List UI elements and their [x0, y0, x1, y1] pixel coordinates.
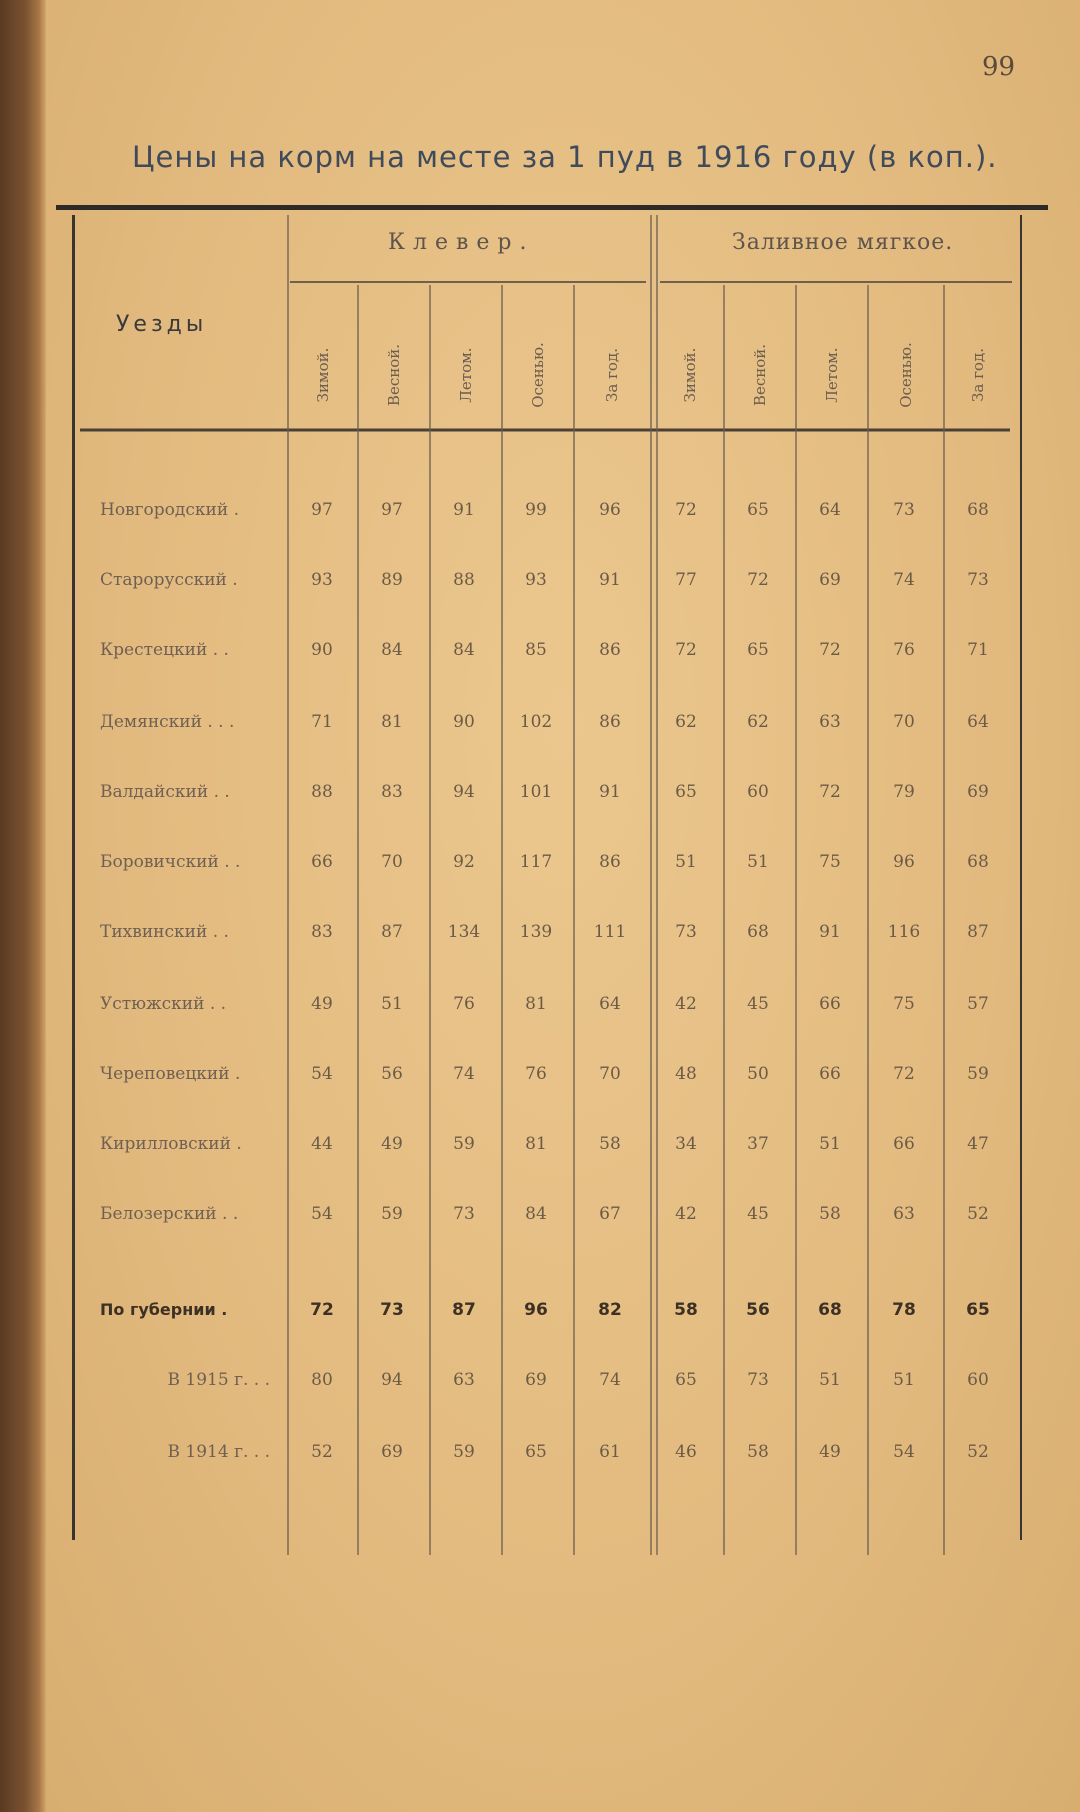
district-row-value: 62 [747, 712, 769, 732]
district-row-value: 37 [747, 1134, 769, 1154]
total-row-value: 96 [524, 1300, 548, 1320]
subheader-zalivnoe-spring: Весной. [751, 343, 769, 407]
district-row-value: 90 [453, 712, 475, 732]
year-row-value: 69 [381, 1442, 403, 1462]
district-row-value: 79 [893, 782, 915, 802]
year-row-value: 65 [675, 1370, 697, 1390]
district-row-value: 64 [599, 994, 621, 1014]
year-row-name: В 1914 г. . . [167, 1442, 270, 1462]
year-row-value: 60 [967, 1370, 989, 1390]
district-row-value: 88 [311, 782, 333, 802]
district-row-value: 45 [747, 1204, 769, 1224]
district-row-value: 59 [453, 1134, 475, 1154]
district-row-value: 89 [381, 570, 403, 590]
district-row-value: 34 [675, 1134, 697, 1154]
district-row-value: 73 [675, 922, 697, 942]
subheader-klever-spring: Весной. [385, 343, 403, 407]
district-row-value: 83 [311, 922, 333, 942]
district-row-value: 42 [675, 1204, 697, 1224]
district-row-value: 49 [311, 994, 333, 1014]
district-row-value: 86 [599, 712, 621, 732]
district-row-name: Старорусский . [100, 570, 238, 590]
district-row-value: 86 [599, 640, 621, 660]
year-row-name: В 1915 г. . . [167, 1370, 270, 1390]
district-row-value: 72 [819, 640, 841, 660]
district-row-value: 71 [967, 640, 989, 660]
year-row-value: 51 [893, 1370, 915, 1390]
district-row-value: 44 [311, 1134, 333, 1154]
district-row-value: 90 [311, 640, 333, 660]
subheader-klever-summer: Летом. [457, 347, 475, 403]
district-row-value: 76 [453, 994, 475, 1014]
district-row-name: Валдайский . . [100, 782, 230, 802]
year-row-value: 54 [893, 1442, 915, 1462]
district-row-value: 42 [675, 994, 697, 1014]
district-row-value: 70 [381, 852, 403, 872]
year-row-value: 59 [453, 1442, 475, 1462]
district-row-value: 47 [967, 1134, 989, 1154]
district-row-value: 45 [747, 994, 769, 1014]
year-row-value: 73 [747, 1370, 769, 1390]
district-row-value: 87 [381, 922, 403, 942]
year-row-value: 51 [819, 1370, 841, 1390]
district-row-value: 93 [525, 570, 547, 590]
group-header-klever: Клевер. [388, 230, 535, 255]
year-row-value: 52 [311, 1442, 333, 1462]
subheader-zalivnoe-year: За год. [969, 348, 987, 402]
district-row-value: 65 [675, 782, 697, 802]
district-row-value: 92 [453, 852, 475, 872]
district-row-value: 77 [675, 570, 697, 590]
district-row-value: 101 [519, 782, 553, 802]
district-row-value: 69 [967, 782, 989, 802]
year-row-value: 61 [599, 1442, 621, 1462]
district-row-value: 99 [525, 500, 547, 520]
district-row-value: 58 [819, 1204, 841, 1224]
district-row-value: 81 [525, 994, 547, 1014]
total-row-value: 78 [892, 1300, 916, 1320]
district-row-value: 54 [311, 1204, 333, 1224]
total-row-value: 56 [746, 1300, 770, 1320]
district-row-value: 139 [519, 922, 553, 942]
district-row-value: 52 [967, 1204, 989, 1224]
year-row-value: 80 [311, 1370, 333, 1390]
subheader-klever-autumn: Осенью. [529, 342, 547, 408]
district-row-value: 84 [453, 640, 475, 660]
district-row-value: 66 [819, 994, 841, 1014]
district-row-value: 81 [381, 712, 403, 732]
district-row-value: 88 [453, 570, 475, 590]
total-row-value: 72 [310, 1300, 334, 1320]
district-row-value: 70 [893, 712, 915, 732]
district-row-value: 73 [967, 570, 989, 590]
district-row-value: 65 [747, 640, 769, 660]
district-row-value: 86 [599, 852, 621, 872]
subheader-klever-year: За год. [603, 348, 621, 402]
district-row-value: 93 [311, 570, 333, 590]
district-row-name: Череповецкий . [100, 1064, 241, 1084]
district-row-value: 102 [519, 712, 553, 732]
district-row-value: 94 [453, 782, 475, 802]
district-row-value: 65 [747, 500, 769, 520]
district-row-value: 68 [967, 852, 989, 872]
district-row-value: 91 [599, 782, 621, 802]
district-row-value: 87 [967, 922, 989, 942]
district-row-value: 75 [819, 852, 841, 872]
row-header-label: Уезды [116, 312, 208, 337]
district-row-value: 51 [747, 852, 769, 872]
district-row-value: 91 [599, 570, 621, 590]
subheader-zalivnoe-winter: Зимой. [681, 347, 699, 403]
district-row-name: Крестецкий . . [100, 640, 229, 660]
district-row-value: 64 [967, 712, 989, 732]
district-row-value: 81 [525, 1134, 547, 1154]
total-row-name: По губернии . [100, 1300, 228, 1319]
year-row-value: 49 [819, 1442, 841, 1462]
district-row-value: 66 [819, 1064, 841, 1084]
district-row-value: 51 [675, 852, 697, 872]
year-row-value: 69 [525, 1370, 547, 1390]
district-row-value: 72 [675, 640, 697, 660]
district-row-value: 83 [381, 782, 403, 802]
district-row-name: Боровичский . . [100, 852, 241, 872]
district-row-value: 97 [381, 500, 403, 520]
district-row-value: 69 [819, 570, 841, 590]
district-row-value: 54 [311, 1064, 333, 1084]
district-row-value: 84 [381, 640, 403, 660]
district-row-value: 74 [453, 1064, 475, 1084]
district-row-value: 73 [893, 500, 915, 520]
district-row-value: 70 [599, 1064, 621, 1084]
year-row-value: 46 [675, 1442, 697, 1462]
district-row-value: 71 [311, 712, 333, 732]
year-row-value: 74 [599, 1370, 621, 1390]
subheader-klever-winter: Зимой. [314, 347, 332, 403]
subheader-zalivnoe-autumn: Осенью. [897, 342, 915, 408]
district-row-value: 96 [599, 500, 621, 520]
year-row-value: 63 [453, 1370, 475, 1390]
district-row-value: 72 [819, 782, 841, 802]
district-row-value: 134 [447, 922, 481, 942]
district-row-name: Кирилловский . [100, 1134, 242, 1154]
district-row-value: 72 [675, 500, 697, 520]
district-row-value: 59 [967, 1064, 989, 1084]
district-row-value: 72 [893, 1064, 915, 1084]
year-row-value: 94 [381, 1370, 403, 1390]
district-row-value: 63 [893, 1204, 915, 1224]
total-row-value: 65 [966, 1300, 990, 1320]
district-row-value: 74 [893, 570, 915, 590]
subheader-zalivnoe-summer: Летом. [823, 347, 841, 403]
total-row-value: 58 [674, 1300, 698, 1320]
total-row-value: 82 [598, 1300, 622, 1320]
year-row-value: 52 [967, 1442, 989, 1462]
district-row-name: Белозерский . . [100, 1204, 239, 1224]
district-row-value: 66 [311, 852, 333, 872]
total-row-value: 68 [818, 1300, 842, 1320]
district-row-value: 85 [525, 640, 547, 660]
district-row-value: 91 [453, 500, 475, 520]
district-row-value: 56 [381, 1064, 403, 1084]
year-row-value: 58 [747, 1442, 769, 1462]
district-row-value: 111 [593, 922, 627, 942]
district-row-value: 59 [381, 1204, 403, 1224]
page-number: 99 [982, 52, 1016, 82]
year-row-value: 65 [525, 1442, 547, 1462]
district-row-value: 91 [819, 922, 841, 942]
district-row-value: 51 [381, 994, 403, 1014]
district-row-value: 72 [747, 570, 769, 590]
district-row-name: Тихвинский . . [100, 922, 229, 942]
district-row-value: 76 [525, 1064, 547, 1084]
district-row-value: 96 [893, 852, 915, 872]
district-row-value: 50 [747, 1064, 769, 1084]
district-row-value: 63 [819, 712, 841, 732]
district-row-value: 116 [887, 922, 921, 942]
district-row-value: 64 [819, 500, 841, 520]
page-title: Цены на корм на месте за 1 пуд в 1916 году (в коп.). [132, 140, 998, 174]
district-row-name: Демянский . . . [100, 712, 235, 732]
group-header-zalivnoe: Заливное мягкое. [732, 230, 954, 255]
district-row-value: 48 [675, 1064, 697, 1084]
district-row-name: Новгородский . [100, 500, 239, 520]
district-row-value: 84 [525, 1204, 547, 1224]
district-row-value: 62 [675, 712, 697, 732]
district-row-name: Устюжский . . [100, 994, 227, 1014]
district-row-value: 73 [453, 1204, 475, 1224]
district-row-value: 51 [819, 1134, 841, 1154]
district-row-value: 97 [311, 500, 333, 520]
total-row-value: 73 [380, 1300, 404, 1320]
district-row-value: 76 [893, 640, 915, 660]
district-row-value: 49 [381, 1134, 403, 1154]
district-row-value: 58 [599, 1134, 621, 1154]
district-row-value: 75 [893, 994, 915, 1014]
total-row-value: 87 [452, 1300, 476, 1320]
district-row-value: 66 [893, 1134, 915, 1154]
district-row-value: 67 [599, 1204, 621, 1224]
district-row-value: 57 [967, 994, 989, 1014]
district-row-value: 117 [519, 852, 553, 872]
district-row-value: 68 [967, 500, 989, 520]
district-row-value: 68 [747, 922, 769, 942]
district-row-value: 60 [747, 782, 769, 802]
